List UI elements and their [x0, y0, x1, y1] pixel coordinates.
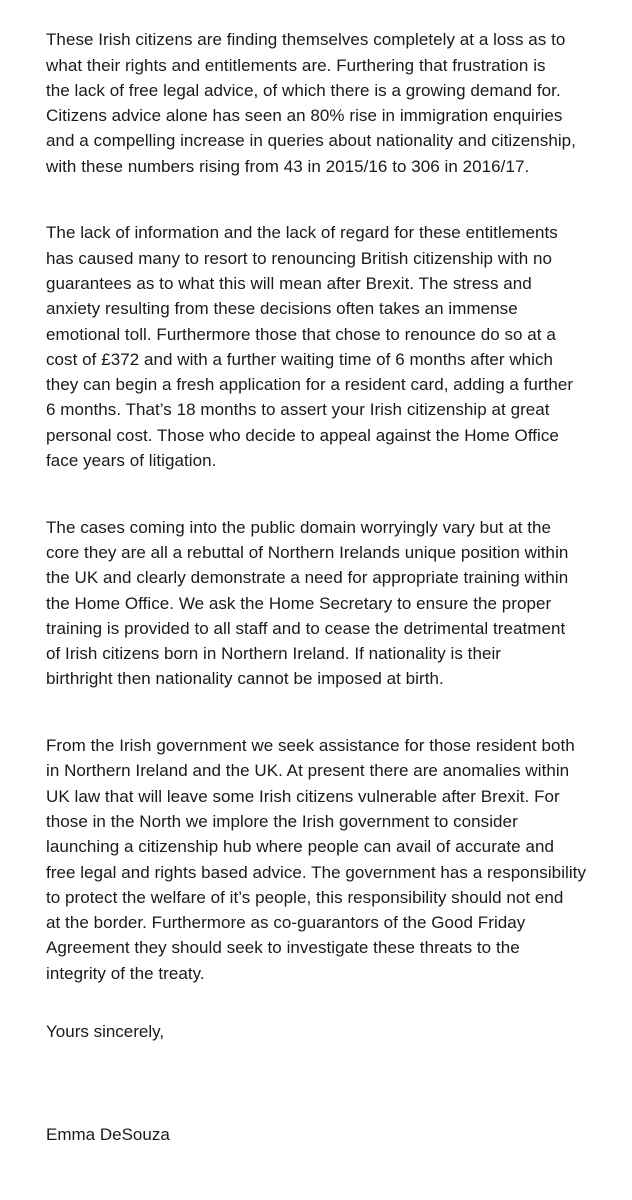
paragraph-renouncing-citizenship: The lack of information and the lack of regard for these entitlements has caused many to resort to renouncing British citizenship with no guarantees as to what this will mean after Brexit. The stress and anxiety resulting from these decisions often takes an immense emotional toll. Furthermore those that chose to renounce do so at a cost of £372 and with a further waiting time of 6 months after which they can begin a fresh application for a resident card, adding a further 6 months. That’s 18 months to assert your Irish citizenship at great personal cost. Those who decide to appeal against the Home Office face years of litigation. [46, 223, 574, 471]
paragraph-rights-entitlements: These Irish citizens are finding themselves completely at a loss as to what their rights and entitlements are. Furthering that frustration is the lack of free legal advice, of which there is a growing demand for. Citizens advice alone has seen an 80% rise in immigration enquiries and a compelling increase in queries about nationality and citizenship, with these numbers rising from 43 in 2015/16 to 306 in 2016/17. [46, 30, 576, 176]
letter-closing: Yours sincerely, [46, 1022, 165, 1041]
paragraph-irish-government: From the Irish government we seek assistance for those resident both in Northern Ireland and the UK. At present there are anomalies within UK law that will leave some Irish citizens vulnerable after Brexit. For those in the North we implore the Irish government to consider launching a citizenship hub where people can avail of accurate and free legal and rights based advice. The government has a responsibility to protect the welfare of it’s people, this responsibility should not end at the border. Furthermore as co-guarantors of the Good Friday Agreement they should seek to investigate these threats to the integrity of the treaty. [46, 736, 586, 983]
paragraph-public-domain-cases: The cases coming into the public domain worryingly vary but at the core they are all a rebuttal of Northern Irelands unique position within the UK and clearly demonstrate a need for appropriate training within the Home Office. We ask the Home Secretary to ensure the proper training is provided to all staff and to cease the detrimental treatment of Irish citizens born in Northern Ireland. If nationality is their birthright then nationality cannot be imposed at birth. [46, 517, 569, 689]
letter-body [46, 2, 606, 1027]
letter-signature: Emma DeSouza [46, 1125, 170, 1144]
